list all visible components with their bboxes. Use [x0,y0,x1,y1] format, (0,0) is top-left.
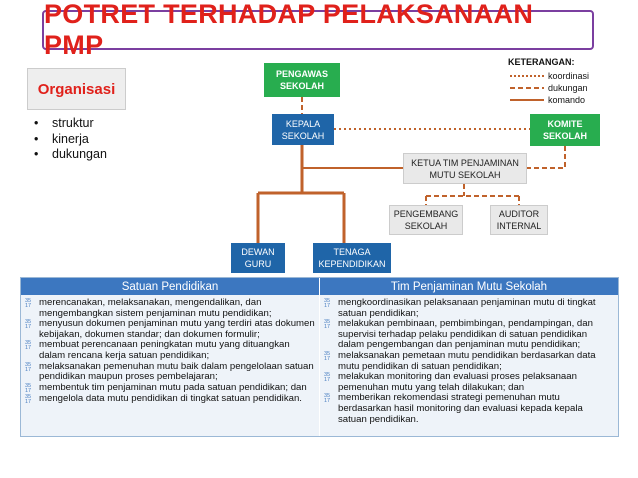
list-marker-icon: 35 17 [25,393,32,405]
list-item-text: mengkoordinasikan pelaksanaan penjaminan mutu di tingkat satuan pendidikan; [338,297,596,319]
node-line: GURU [244,259,272,269]
node-line: KEPALA [285,118,321,129]
node-pengawas-sekolah [264,63,340,97]
list-item-text: melakukan monitoring dan evaluasi proses pelaksanaan pemenuhan mutu yang telah dilakukan; dan [338,371,577,393]
bullet-icon: • [34,116,39,130]
list-item [25,319,315,340]
node-line: SEKOLAH [281,130,325,141]
node-kepala-sekolah [272,114,334,145]
list-item [324,298,614,319]
list-item [25,394,315,405]
column-header: Satuan Pendidikan [21,278,319,295]
node-ketua-tpmps [403,153,527,184]
node-line: KETUA TIM PENJAMINAN [411,157,519,168]
column-tim-penjaminan-mutu [320,278,618,436]
bullet-text: dukungan [52,147,107,161]
bullet-icon: • [34,147,39,161]
list-item [25,298,315,319]
list-item-text: mengelola data mutu pendidikan di tingkat satuan pendidikan. [39,392,302,404]
list-item [324,319,614,351]
list-item-text: melakukan pembinaan, pembimbingan, pendampingan, dan supervisi terhadap pelaku pendidikan di satuan pendidikan dalam pengembangan dan penjaminan mutu pendidikan; [338,318,593,351]
legend-label: dukungan [548,83,588,93]
list-marker-icon: 35 17 [324,298,331,309]
page-title: POTRET TERHADAP PELAKSANAAN PMP [44,0,534,60]
node-line: AUDITOR [498,209,540,219]
legend-item-komando [510,94,585,106]
node-line: SEKOLAH [542,131,587,141]
node-tenaga-kependidikan [313,243,391,273]
list-item-text: memberikan rekomendasi strategi pemenuhan mutu berdasarkan hasil monitoring dan evaluasi kepada kepala satuan pendidikan. [338,392,583,425]
list-item [324,393,614,425]
node-auditor-internal [490,205,548,235]
legend-item-koordinasi [510,70,589,82]
list-marker-icon: 35 17 [25,298,32,309]
list-marker-icon: 35 17 [25,361,32,373]
list-marker-icon: 35 17 [25,319,32,331]
list-item [25,340,315,361]
column-header: Tim Penjaminan Mutu Sekolah [320,278,618,295]
legend-title: KETERANGAN: [508,57,575,67]
organisasi-heading: Organisasi [37,80,116,98]
node-line: KOMITE [547,119,583,129]
list-item [324,372,614,393]
node-pengembang-sekolah [389,205,463,235]
column-body [320,295,618,436]
list-marker-icon: 35 17 [25,340,32,352]
responsibility-table [20,277,619,437]
list-marker-icon: 35 17 [25,382,32,394]
legend-label: komando [548,95,586,105]
node-line: TENAGA [333,247,371,257]
node-line: DEWAN [241,247,275,257]
list-item [25,362,315,383]
list-marker-icon: 35 17 [324,393,331,405]
legend-item-dukungan [510,82,588,94]
list-marker-icon: 35 17 [324,372,331,384]
bullet-icon: • [34,131,39,146]
dukungan-line [527,146,565,168]
legend-label: koordinasi [548,71,590,81]
node-line: INTERNAL [496,221,542,231]
bullet-text: kinerja [52,131,89,146]
node-komite-sekolah [530,114,600,146]
list-item [324,351,614,372]
node-line: MUTU SEKOLAH [429,169,501,180]
node-line: KEPENDIDIKAN [318,259,386,269]
list-marker-icon: 35 17 [324,319,331,331]
list-item-text: melaksanakan pemetaan mutu pendidikan berdasarkan data mutu pendidikan di satuan pendidikan; [338,349,596,372]
node-line: PENGAWAS [275,69,328,79]
list-item-text: membentuk tim penjaminan mutu pada satuan pendidikan; dan [39,381,307,393]
node-dewan-guru [231,243,285,273]
node-line: SEKOLAH [279,81,324,91]
column-body [21,295,319,436]
column-satuan-pendidikan [21,278,320,436]
list-item-text: merencanakan, melaksanakan, mengendalikan, dan mengembangkan sistem penjaminan mutu pendidikan; [39,297,272,319]
node-line: PENGEMBANG [393,209,459,219]
node-line: SEKOLAH [404,221,448,231]
bullet-text: struktur [52,116,94,130]
list-item-text: membuat perencanaan peningkatan mutu yang dituangkan dalam rencana kerja satuan pendidikan; [39,339,290,361]
list-marker-icon: 35 17 [324,350,331,362]
list-item-text: melaksanakan pemenuhan mutu baik dalam pengelolaan satuan pendidikan maupun proses pembelajaran; [39,360,314,383]
list-item-text: menyusun dokumen penjaminan mutu yang terdiri atas dokumen kebijakan, dokumen standar; dan dokumen formulir; [39,318,315,340]
